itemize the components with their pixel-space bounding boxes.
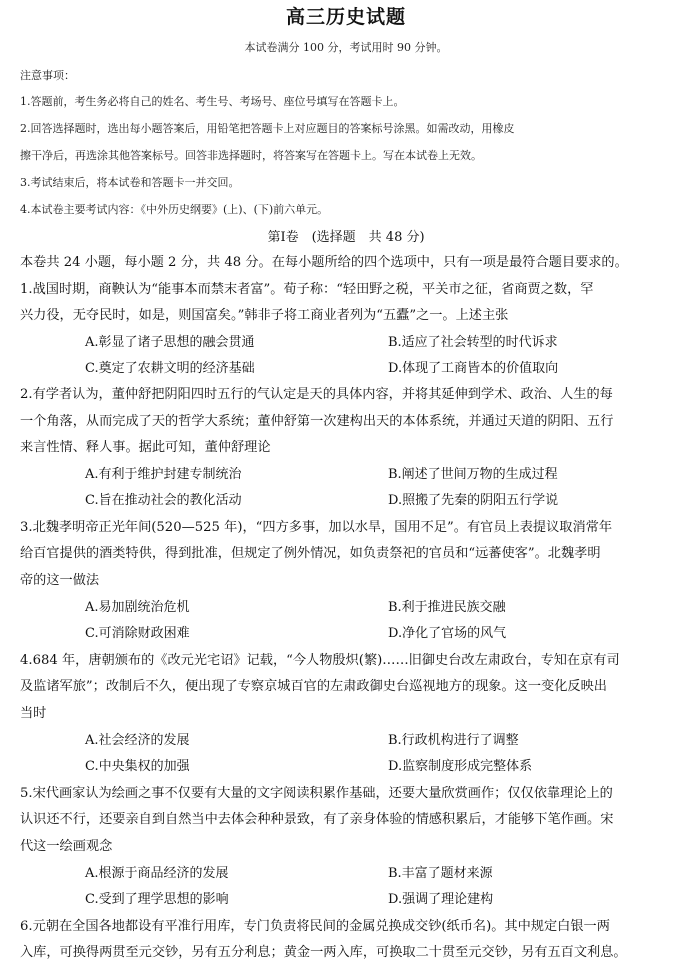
question-1-stem: 1.战国时期，商鞅认为“能事本而禁末者富”。荀子称：“轻田野之税，平关市之征，省商贾之数，罕 xyxy=(20,282,594,297)
question-5-option-d: D.强调了理论建构 xyxy=(388,892,494,907)
question-3-option-c: C.可消除财政困难 xyxy=(85,626,190,641)
question-1-option-c: C.奠定了农耕文明的经济基础 xyxy=(85,361,255,376)
question-1-option-b: B.适应了社会转型的时代诉求 xyxy=(388,335,558,350)
question-6-stem: 入库，可换得两贯至元交钞，另有五分利息；黄金一两入库，可换取二十贯至元交钞，另有五百文利息。 xyxy=(20,945,627,960)
question-4-option-d: D.监察制度形成完整体系 xyxy=(388,759,533,774)
notice-line: 1.答题前，考生务必将自己的姓名、考生号、考场号、座位号填写在答题卡上。 xyxy=(20,95,405,108)
section-title: 第Ⅰ卷 (选择题 共 48 分) xyxy=(267,230,425,245)
section-instruction: 本卷共 24 小题，每小题 2 分，共 48 分。在每小题所给的四个选项中，只有一项是最符合题目要求的。 xyxy=(20,255,628,270)
question-1-stem: 兴力役，无夺民时，如是，则国富矣。”韩非子将工商业者列为“五蠹”之一。上述主张 xyxy=(20,308,509,323)
question-4-option-b: B.行政机构进行了调整 xyxy=(388,733,519,748)
question-2-stem: 一个角落，从而完成了天的哲学大系统；董仲舒第一次建构出天的本体系统，并通过天道的阴阳、五行 xyxy=(20,414,614,429)
question-4-option-c: C.中央集权的加强 xyxy=(85,759,190,774)
notice-line: 2.回答选择题时，选出每小题答案后，用铅笔把答题卡上对应题目的答案标号涂黑。如需改动，用橡皮 xyxy=(20,122,515,135)
question-3-option-b: B.利于推进民族交融 xyxy=(388,600,506,615)
question-4-stem: 4.684 年，唐朝颁布的《改元光宅诏》记载，“今人物殷炽(繁)……旧御史台改左肃政台，专知在京有司 xyxy=(20,653,620,668)
question-4-option-a: A.社会经济的发展 xyxy=(85,733,190,748)
question-3-stem: 帝的这一做法 xyxy=(20,573,100,588)
question-1-option-d: D.体现了工商皆本的价值取向 xyxy=(388,361,559,376)
exam-subtitle: 本试卷满分 100 分，考试用时 90 分钟。 xyxy=(244,41,448,54)
question-5-stem: 代这一绘画观念 xyxy=(20,839,113,854)
question-2-stem: 来言性情、释人事。据此可知，董仲舒理论 xyxy=(20,440,271,455)
page-title: 高三历史试题 xyxy=(285,6,406,28)
question-4-stem: 及监诸军旅”；改制后不久，便出现了专察京城百官的左肃政御史台巡视地方的现象。这一变化反映出 xyxy=(20,679,607,694)
question-3-option-a: A.易加剧统治危机 xyxy=(85,600,190,615)
question-2-option-c: C.旨在推动社会的教化活动 xyxy=(85,493,242,508)
question-4-stem: 当时 xyxy=(20,706,47,721)
notice-line: 3.考试结束后，将本试卷和答题卡一并交回。 xyxy=(20,176,240,189)
question-3-stem: 给百官提供的酒类特供，得到批准，但规定了例外情况，如负责祭祀的官员和“远蕃使客”。北魏孝明 xyxy=(20,546,601,561)
question-5-option-b: B.丰富了题材来源 xyxy=(388,866,493,881)
notice-heading: 注意事项： xyxy=(20,69,75,82)
question-2-option-a: A.有利于维护封建专制统治 xyxy=(85,467,242,482)
question-5-option-a: A.根源于商品经济的发展 xyxy=(85,866,229,881)
question-2-option-d: D.照搬了先秦的阴阳五行学说 xyxy=(388,493,559,508)
notice-line: 4.本试卷主要考试内容：《中外历史纲要》(上)、(下)前六单元。 xyxy=(20,203,329,216)
question-6-stem: 6.元朝在全国各地都设有平准行用库，专门负责将民间的金属兑换成交钞(纸币名)。其中规定白银一两 xyxy=(20,919,610,934)
question-5-option-c: C.受到了理学思想的影响 xyxy=(85,892,229,907)
question-3-option-d: D.净化了官场的风气 xyxy=(388,626,507,641)
notice-line: 擦干净后，再选涂其他答案标号。回答非选择题时，将答案写在答题卡上。写在本试卷上无效。 xyxy=(20,149,482,162)
question-2-stem: 2.有学者认为，董仲舒把阴阳四时五行的气认定是天的具体内容，并将其延伸到学术、政治、人生的每 xyxy=(20,387,613,402)
question-1-option-a: A.彰显了诸子思想的融会贯通 xyxy=(85,335,255,350)
question-3-stem: 3.北魏孝明帝正光年间(520—525 年)，“四方多事，加以水旱，国用不足”。有官员上表提议取消常年 xyxy=(20,520,613,535)
question-5-stem: 认识还不行，还要亲自到自然当中去体会种种景致，有了亲身体验的情感积累后，才能够下笔作画。宋 xyxy=(20,812,614,827)
question-2-option-b: B.阐述了世间万物的生成过程 xyxy=(388,467,558,482)
question-5-stem: 5.宋代画家认为绘画之事不仅要有大量的文字阅读积累作基础，还要大量欣赏画作；仅仅依靠理论上的 xyxy=(20,786,613,801)
